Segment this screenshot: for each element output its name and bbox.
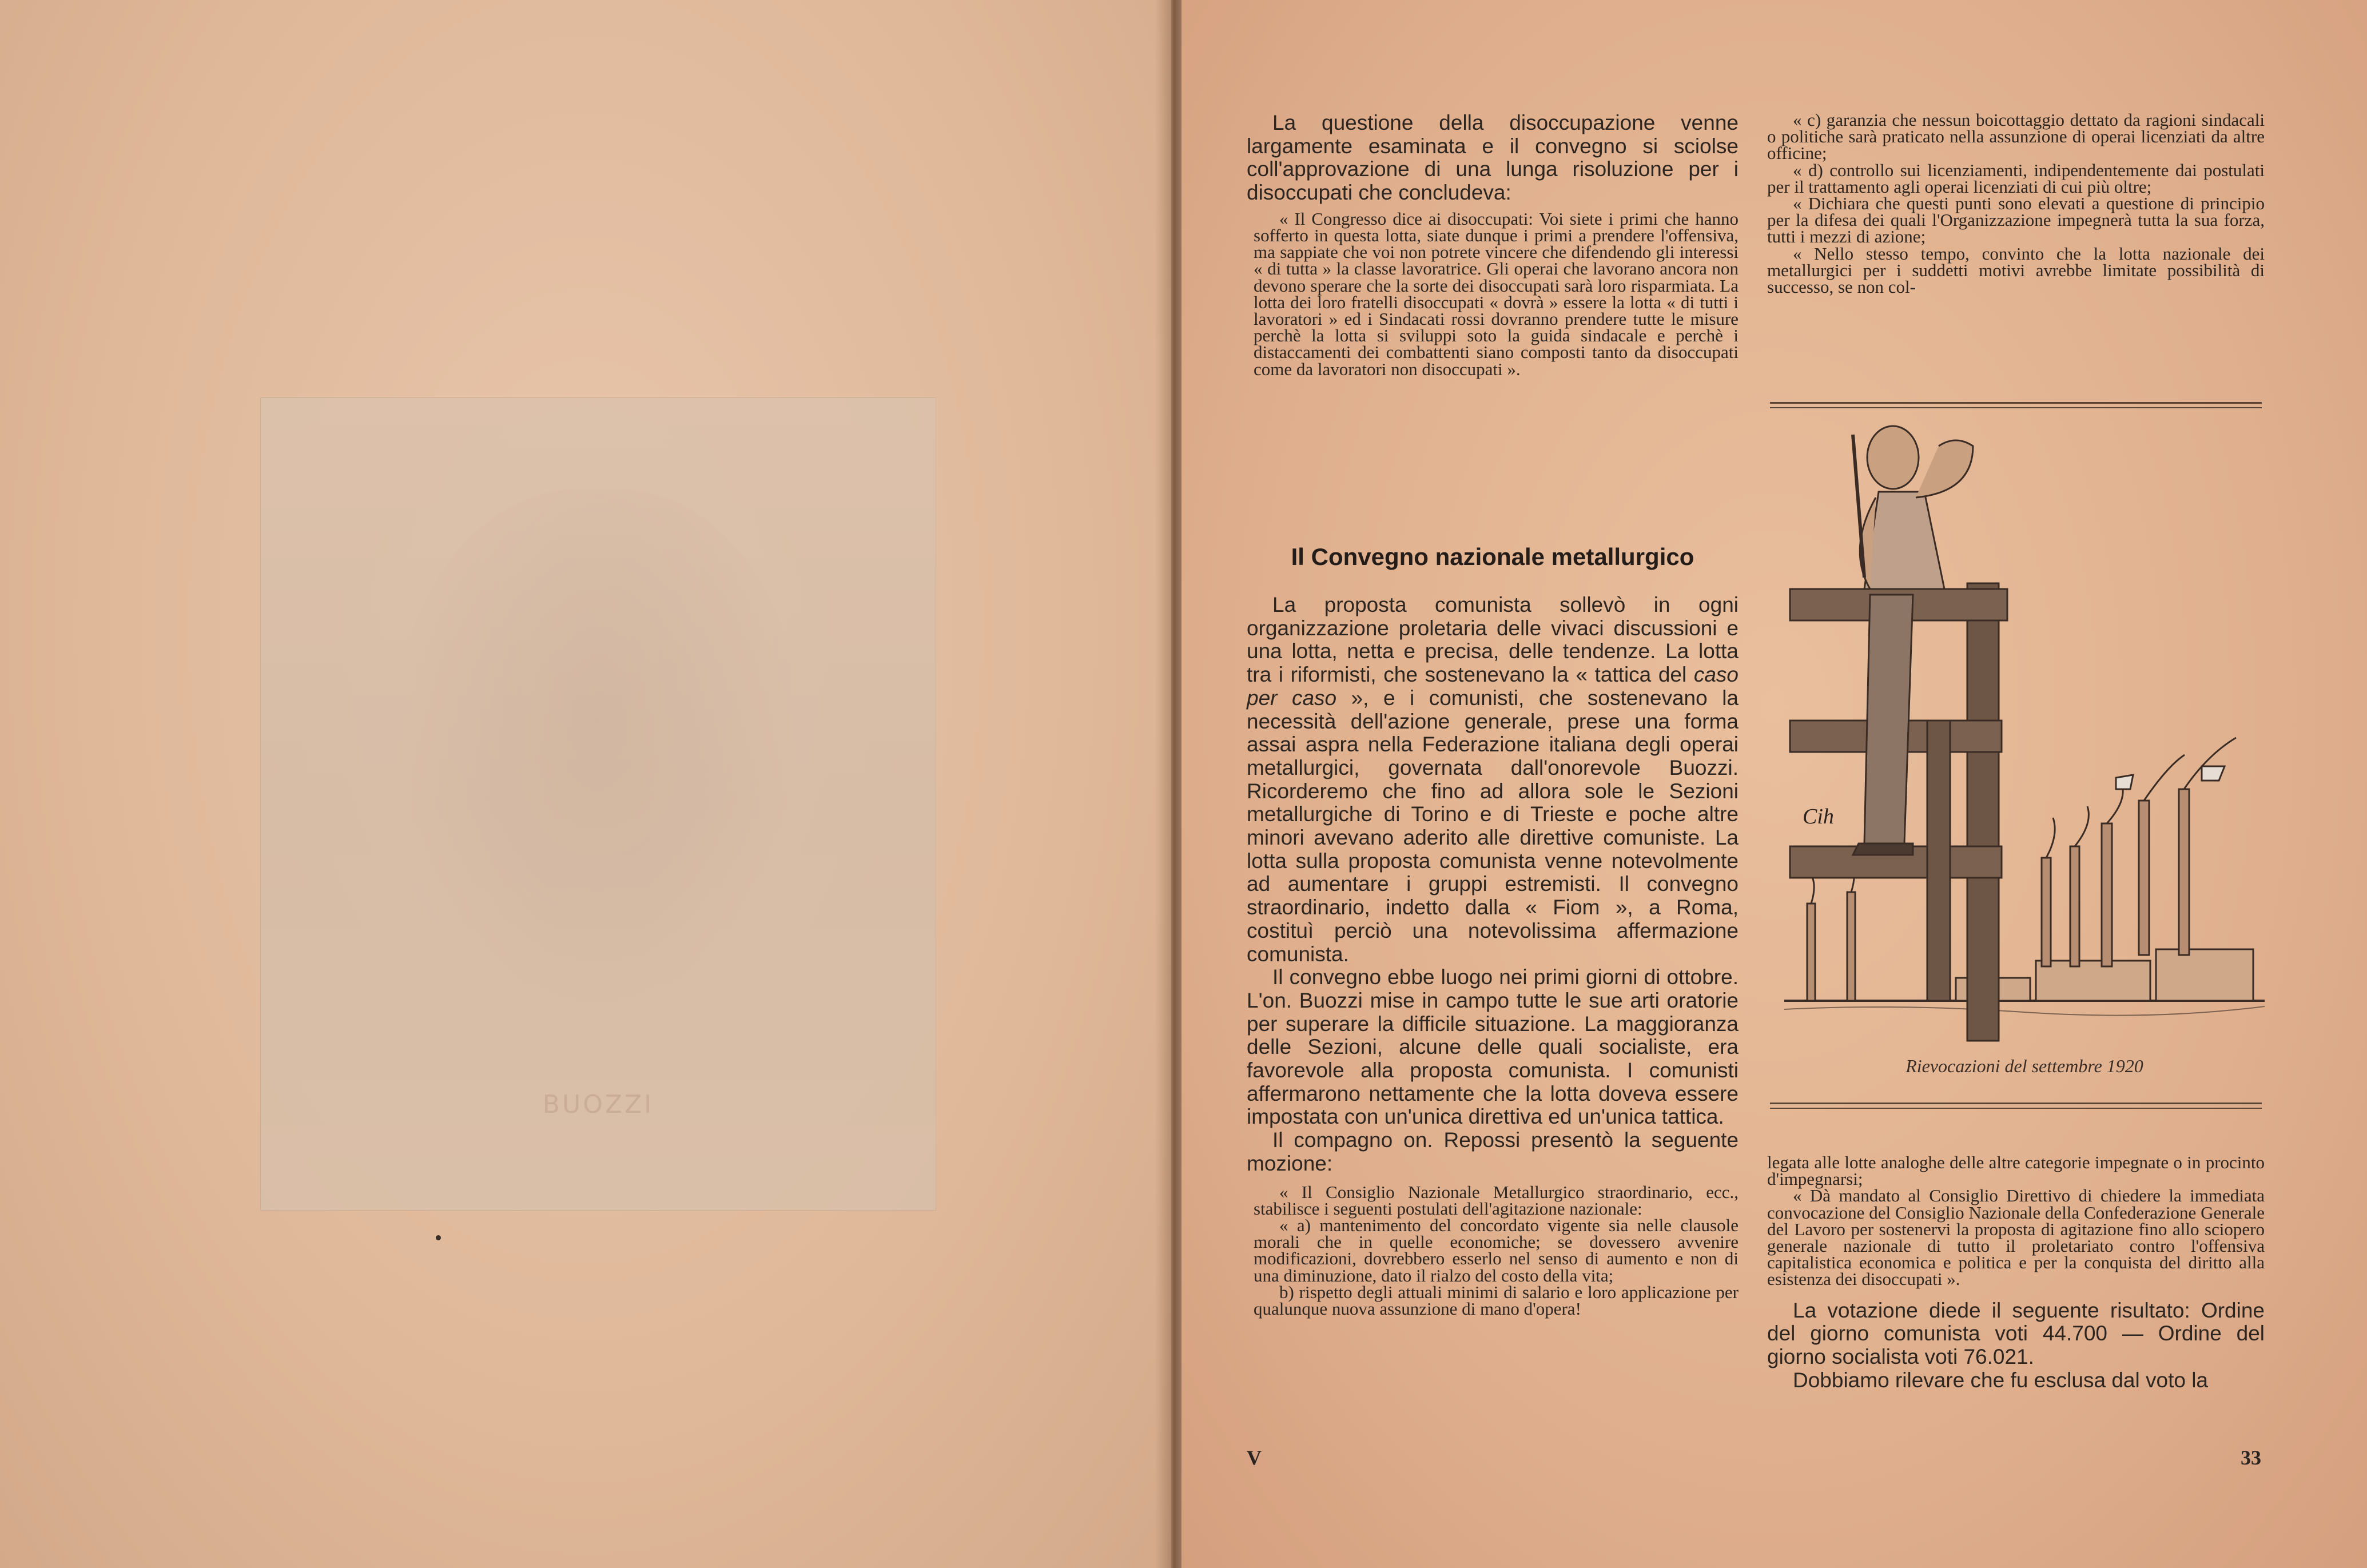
motion-intro: « Il Consiglio Nazionale Metallurgico straordinario, ecc., stabilisce i seguenti postulati dell'agitazione nazionale: — [1254, 1181, 1739, 1219]
left-column-top — [1247, 112, 1739, 377]
motion-point-c: « c) garanzia che nessun boicottaggio dettato da ragioni sindacali o politiche sarà praticato nella assunzione di operai licenziati da altre officine; — [1767, 110, 2265, 164]
figure-caption: Rievocazioni del settembre 1920 — [1905, 1056, 2143, 1076]
figure-top-rule — [1770, 402, 2262, 404]
figure-bottom-rule — [1770, 1103, 2262, 1104]
motion-point-d: « d) controllo sui licenziamenti, indipendentemente dai postulati per il trattamento agli operai licenziati di cui più oltre; — [1767, 160, 2265, 197]
right-column-top — [1767, 112, 2265, 295]
signature-mark: V — [1247, 1446, 1262, 1469]
motion-continuation: « Nello stesso tempo, convinto che la lotta nazionale dei metallurgici per i suddetti motivi avrebbe limitate possibilità di successo, se non col- — [1767, 243, 2265, 297]
mandate-paragraph: « Dà mandato al Consiglio Direttivo di chiedere la immediata convocazione del Consiglio Nazionale della Confederazione Generale del Lavoro per sostenervi la proposta di agitazione fino allo sciopero generale nazionale di tutto il proletariato contro l'offensiva capitalistica economica e politica e per la conquista del diritto alla esistenza dei disoccupati ». — [1767, 1185, 2265, 1290]
illustration-signature: Cih — [1803, 805, 1834, 829]
continued-paragraph: legata alle lotte analoghe delle altre categorie impegnate o in procinto d'impegnarsi; — [1767, 1152, 2265, 1189]
motion-point-a: « a) mantenimento del concordato vigente sia nelle clausole morali che in quelle economiche; se dovessero avvenire modificazioni, dovrebbero esserlo nel senso di aumento e non di una diminuzione, dato il rialzo del costo della vita; — [1254, 1215, 1739, 1286]
left-page — [0, 0, 1171, 1568]
faded-plate-caption: BUOZZI — [542, 1090, 654, 1119]
closing-paragraph: Dobbiamo rilevare che fu esclusa dal voto la — [1793, 1368, 2208, 1392]
motion-point-b: b) rispetto degli attuali minimi di salario e loro applicazione per qualunque nuova assunzione di mano d'opera! — [1254, 1282, 1739, 1319]
page-number: 33 — [2241, 1446, 2261, 1469]
ink-dot — [436, 1235, 441, 1240]
figure-bottom-rule-thin — [1770, 1108, 2262, 1109]
section-paragraph-1: La proposta comunista sollevò in ogni organizzazione proletaria delle vivaci discussioni e una lotta, netta e precisa, delle tendenze. La lotta tra i riformisti, che sostenevano la « tattica del caso per caso », e i comunisti, che sostenevano la necessità dell'azione generale, prese una forma assai aspra nella Federazione italiana degli operai metallurgici, governata dall'onorevole Buozzi. Ricorderemo che fino ad allora sole le Sezioni metallurgiche di Torino e di Trieste e poche altre minori avevano aderito alle direttive comuniste. La lotta sulla proposta comunista venne notevolmente ad aumentare i gruppi estremisti. Il convegno straordinario, indetto dalla « Fiom », a Roma, costituì perciò una notevolissima affermazione comunista. — [1247, 593, 1739, 966]
figure-top-rule-thin — [1770, 407, 2262, 408]
left-column-section — [1247, 594, 1739, 1317]
cartoon-illustration — [1784, 423, 2265, 1046]
faded-portrait-image — [392, 489, 804, 1061]
right-column-bottom — [1767, 1154, 2265, 1392]
section-title: Il Convegno nazionale metallurgico — [1291, 543, 1694, 570]
resolution-quote: « Il Congresso dice ai disoccupati: Voi siete i primi che hanno sofferto in questa lotta, siate dunque i primi a prendere l'offensiva, ma sappiate che voi non potrete vincere che difendendo gli interessi « di tutta » la classe lavoratrice. Gli operai che lavorano ancora non devono sperare che la sorte dei disoccupati sarà loro risparmiata. La lotta dei loro fratelli disoccupati « dovrà » essere la lotta « di tutti i lavoratori » ed i Sindacati rossi dovranno prendere tutte le misure perchè la lotta si sviluppi soto la guida sindacale e perchè i distaccamenti dei combattenti siano composti tanto da disoccupati come da lavoratori non disoccupati ». — [1254, 208, 1739, 379]
motion-declaration: « Dichiara che questi punti sono elevati a questione di principio per la difesa dei quali l'Organizzazione impegnerà tutta la sua forza, tutti i mezzi di azione; — [1767, 193, 2265, 247]
intro-paragraph: La questione della disoccupazione venne largamente esaminata e il convegno si sciolse coll'approvazione di una lunga risoluzione per i disoccupati che concludeva: — [1247, 111, 1739, 205]
faded-portrait-plate — [260, 397, 936, 1211]
section-paragraph-3: Il compagno on. Repossi presentò la seguente mozione: — [1247, 1128, 1739, 1175]
vote-result-paragraph: La votazione diede il seguente risultato: Ordine del giorno comunista voti 44.700 — Ordine del giorno socialista voti 76.021. — [1767, 1298, 2265, 1369]
section-paragraph-2: Il convegno ebbe luogo nei primi giorni di ottobre. L'on. Buozzi mise in campo tutte le sue arti oratorie per superare la difficile situazione. La maggioranza delle Sezioni, alcune delle quali socialiste, era favorevole alla proposta comunista. I comunisti affermarono nettamente che la lotta doveva essere impostata con un'unica direttiva ed un'unica tattica. — [1247, 965, 1739, 1129]
